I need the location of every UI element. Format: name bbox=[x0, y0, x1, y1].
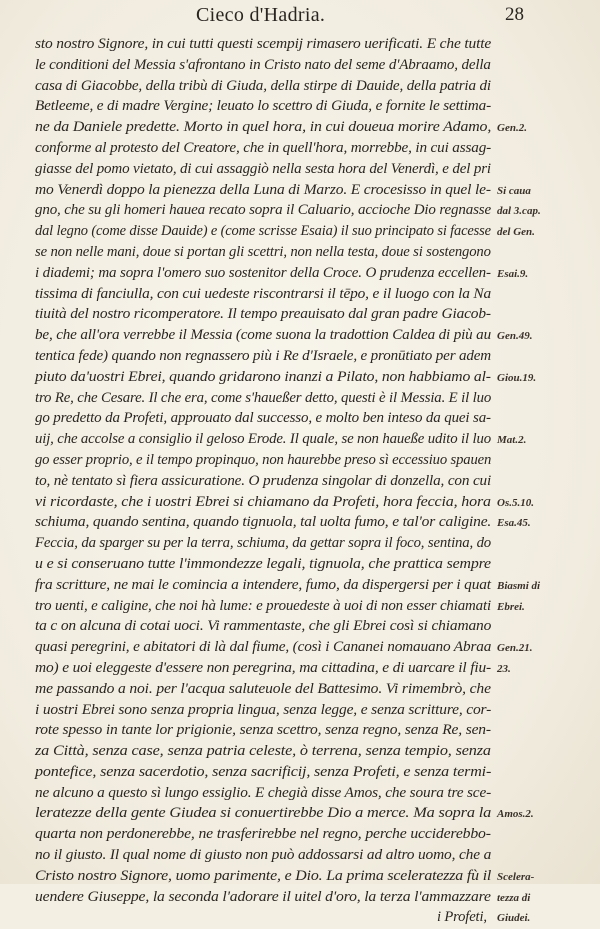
text-line bbox=[0, 492, 600, 513]
line-text: tentica fede) quando non regnassero più i Re d'Israele, e pronūtiato per adem bbox=[35, 347, 492, 364]
line-text: go predetto da Profeti, approuato dal successo, e molto ben inteso da quei sa- bbox=[35, 410, 491, 427]
text-line bbox=[0, 408, 600, 429]
text-line bbox=[0, 783, 600, 804]
text-line bbox=[0, 34, 600, 55]
line-text: fra scritture, ne mai le comincia a intendere, fumo, da dispergersi per i quat bbox=[35, 576, 491, 593]
text-line bbox=[0, 180, 600, 201]
margin-note: Gen.21. bbox=[497, 642, 533, 655]
text-line bbox=[0, 325, 600, 346]
line-text: schiuma, quando sentina, quando tignuola, tal uolta fumo, e tal'or caligine. bbox=[35, 514, 492, 531]
body-text bbox=[0, 34, 600, 928]
text-line bbox=[0, 55, 600, 76]
margin-note: Scelera- bbox=[497, 870, 535, 883]
text-line bbox=[0, 845, 600, 866]
margin-note: Giou.19. bbox=[497, 371, 537, 384]
margin-note: dal 3.cap. bbox=[497, 205, 541, 218]
line-text: mo) e uoi eleggeste d'essere non peregrina, ma cittadina, e di uarcare il fiu- bbox=[35, 659, 492, 676]
text-line bbox=[0, 304, 600, 325]
text-line bbox=[0, 762, 600, 783]
text-line bbox=[0, 117, 600, 138]
line-text: go esser proprio, e il tempo propinquo, non haurebbe preso sì eccessiuo spauen bbox=[35, 451, 492, 468]
text-line bbox=[0, 554, 600, 575]
line-text: mo Venerdì doppo la pienezza della Luna di Marzo. E crocesisso in quel le- bbox=[35, 181, 491, 198]
text-line bbox=[0, 616, 600, 637]
margin-note: Giudei. bbox=[497, 912, 531, 925]
text-line bbox=[0, 159, 600, 180]
margin-note: Esa.45. bbox=[497, 517, 531, 530]
line-text: uij, che accolse a consiglio il geloso Erode. Il quale, se non haueße udito il luo bbox=[35, 431, 491, 448]
line-text: vi ricordaste, che i uostri Ebrei si chiamano da Profeti, hora feccia, hora bbox=[35, 493, 491, 510]
margin-note: Si caua bbox=[497, 184, 531, 197]
margin-note: Gen.2. bbox=[497, 122, 527, 135]
text-line bbox=[0, 138, 600, 159]
line-text: i Profeti, bbox=[437, 909, 487, 926]
text-line bbox=[0, 367, 600, 388]
line-text: no il giusto. Il qual nome di giusto non può addossarsi ad altro uomo, che a bbox=[35, 847, 492, 864]
text-line bbox=[0, 720, 600, 741]
line-text: tro Re, che Cesare. Il che era, come s'haueßer detto, questi è il Messia. E il luo bbox=[35, 389, 492, 406]
line-text: conforme al protesto del Creatore, che in quell'hora, morrebbe, in cui assag- bbox=[35, 139, 492, 156]
margin-note: Os.5.10. bbox=[497, 496, 534, 509]
line-text: le conditioni del Messia s'afrontano in Cristo nato del seme d'Abraamo, della bbox=[35, 56, 491, 73]
line-text: u e si conseruano tutte l'immondezze legali, tignuola, che prattica sempre bbox=[35, 555, 491, 572]
line-text: to, nè tentato sì fiera assicuratione. O prudenza singolar di donzella, con cui bbox=[35, 472, 492, 489]
line-text: ta c on alcuna di cotai uoci. Vi rammentaste, che gli Ebrei così si chiamano bbox=[35, 618, 492, 635]
text-line bbox=[0, 242, 600, 263]
margin-note: Esai.9. bbox=[497, 267, 529, 280]
line-text: Cristo nostro Signore, uomo parimente, e Dio. La prima sceleratezza fù il bbox=[35, 867, 492, 884]
line-text: gno, che su gli homeri hauea recato sopra il Caluario, accioche Dio regnasse bbox=[35, 202, 491, 219]
margin-note: Mat.2. bbox=[497, 434, 527, 447]
text-line bbox=[0, 907, 600, 928]
text-line bbox=[0, 200, 600, 221]
text-line bbox=[0, 346, 600, 367]
line-text: uendere Giuseppe, la seconda l'adorare il uitel d'oro, la terza l'ammazzare bbox=[35, 888, 491, 905]
text-line bbox=[0, 637, 600, 658]
margin-note: del Gen. bbox=[497, 226, 535, 239]
text-line bbox=[0, 284, 600, 305]
text-line bbox=[0, 658, 600, 679]
text-line bbox=[0, 700, 600, 721]
page-header bbox=[0, 4, 600, 32]
text-line bbox=[0, 803, 600, 824]
text-line bbox=[0, 887, 600, 908]
line-text: i uostri Ebrei sono senza propria lingua, senza legge, e senza scritture, cor- bbox=[35, 701, 492, 718]
text-line bbox=[0, 741, 600, 762]
line-text: tissima di fanciulla, con cui uedeste riscontrarsi il tēpo, e il luogo con la Na bbox=[35, 285, 492, 302]
line-text: pontefice, senza sacerdotio, senza sacrificij, senza Profeti, e senza termi- bbox=[35, 763, 492, 780]
line-text: dal legno (come disse Dauide) e (come scrisse Esaia) il suo principato si facesse bbox=[35, 223, 491, 240]
text-line bbox=[0, 450, 600, 471]
text-line bbox=[0, 824, 600, 845]
line-text: rote spesso in tante lor prigionie, senza scettro, senza regno, senza Re, sen- bbox=[35, 722, 491, 739]
line-text: tiuità del nostro ricomperatore. Il tempo preauisato dal gran padre Giacob- bbox=[35, 306, 491, 323]
text-line bbox=[0, 388, 600, 409]
line-text: quarta non perdonerebbe, ne trasferirebbe nel regno, perche ucciderebbo- bbox=[35, 826, 491, 843]
line-text: casa di Giacobbe, della tribù di Giuda, della stirpe di Dauide, della patria di bbox=[35, 77, 491, 94]
line-text: quasi peregrini, e abitatori di là dal fiume, (così i Cananei nomauano Abraa bbox=[35, 639, 492, 656]
text-line bbox=[0, 429, 600, 450]
line-text: za Città, senza case, senza patria celeste, ò terrena, senza tempio, senza bbox=[35, 743, 491, 760]
line-text: leratezze della gente Giudea si conuertirebbe Dio a merce. Ma sopra la bbox=[35, 805, 492, 822]
margin-note: 23. bbox=[497, 662, 511, 675]
line-text: i diademi; ma sopra l'omero suo sostenitor della Croce. O prudenza eccellen- bbox=[35, 264, 491, 281]
text-line bbox=[0, 596, 600, 617]
line-text: sto nostro Signore, in cui tutti questi scempij rimasero uerificati. E che tutte bbox=[35, 36, 492, 52]
text-line bbox=[0, 471, 600, 492]
line-text: me passando a noi. per l'acqua saluteuole del Battesimo. Vi rimembrò, che bbox=[35, 680, 491, 697]
margin-note: tezza di bbox=[497, 891, 531, 904]
text-line bbox=[0, 679, 600, 700]
line-text: Betleeme, e di madre Vergine; leuato lo scettro di Giuda, e fornite le settima- bbox=[35, 98, 491, 115]
line-text: piuto da'uostri Ebrei, quando gridarono inanzi a Pilato, non habbiamo al- bbox=[35, 368, 491, 385]
text-line bbox=[0, 512, 600, 533]
margin-note: Biasmi di bbox=[497, 579, 541, 592]
text-line bbox=[0, 76, 600, 97]
text-line bbox=[0, 96, 600, 117]
line-text: ne alcuno a questo sì lungo essiglio. E chegià disse Amos, che soura tre sce- bbox=[35, 784, 492, 801]
margin-note: Gen.49. bbox=[497, 330, 533, 343]
running-title: Cieco d'Hadria. bbox=[196, 4, 326, 26]
page-number: 28 bbox=[505, 4, 524, 25]
text-line bbox=[0, 575, 600, 596]
line-text: giasse del pomo vietato, di cui assaggiò nella sesta hora del Venerdì, e del pri bbox=[35, 160, 491, 177]
text-line bbox=[0, 263, 600, 284]
line-text: se non nelle mani, doue si portan gli scettri, non nella testa, doue si sostengono bbox=[35, 243, 491, 260]
line-text: Feccia, da sparger su per la terra, schiuma, da gettar sopra il foco, sentina, do bbox=[35, 535, 492, 552]
margin-note: Amos.2. bbox=[497, 808, 534, 821]
margin-note: Ebrei. bbox=[497, 600, 525, 613]
line-text: be, che all'ora verrebbe il Messia (come suona la tradottion Caldea di più au bbox=[35, 327, 491, 344]
line-text: tro uenti, e caligine, che noi hà lume: e prouedeste à uoi di non esser chiamati bbox=[35, 597, 491, 614]
text-line bbox=[0, 221, 600, 242]
text-line bbox=[0, 533, 600, 554]
line-text: ne da Daniele predette. Morto in quel hora, in cui doueua morire Adamo, bbox=[35, 119, 492, 136]
